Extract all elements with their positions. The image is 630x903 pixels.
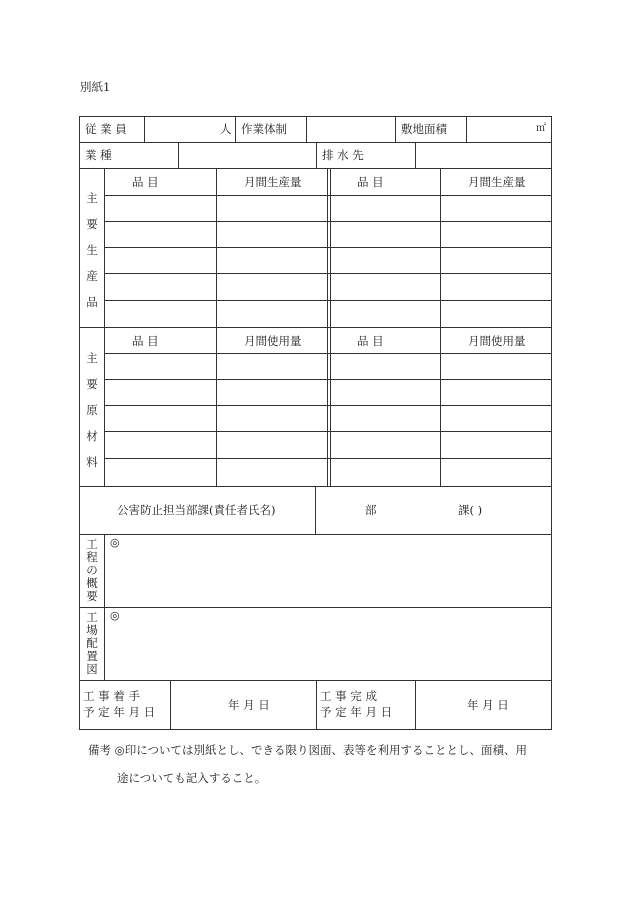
- products-col-monthly: 月間生産量: [244, 175, 302, 189]
- employees-unit: 人: [220, 122, 232, 136]
- process-side-label: 工 程 の 概 要: [86, 537, 98, 603]
- start-date: 年 月 日: [228, 698, 270, 712]
- end-label-1: 工 事 完 成: [320, 689, 377, 703]
- materials-col-item: 品 目: [132, 334, 159, 348]
- end-date: 年 月 日: [467, 698, 509, 712]
- employees-label: 従 業 員: [85, 122, 127, 136]
- drain-label: 排 水 先: [322, 148, 364, 162]
- products-side-label: 主 要 生 産 品: [86, 191, 98, 309]
- table-border-left: [79, 116, 80, 730]
- pollution-dept-label: 公害防止担当部課(責任者氏名): [117, 503, 276, 517]
- pollution-dept-ka: 課( ): [458, 503, 483, 517]
- pollution-dept-bu: 部: [365, 503, 377, 517]
- site-area-unit: ㎡: [536, 123, 546, 134]
- materials-col-monthly-2: 月間使用量: [468, 334, 526, 348]
- site-area-label: 敷地面積: [401, 122, 447, 136]
- remarks-line-1: 備考 ◎印については別紙とし、できる限り図面、表等を利用することとし、面積、用: [88, 743, 527, 757]
- materials-side-label: 主 要 原 材 料: [86, 351, 98, 469]
- start-label-2: 予 定 年 月 日: [83, 705, 156, 719]
- layout-mark: ◎: [110, 609, 120, 622]
- doc-label: 別紙1: [80, 80, 111, 94]
- products-col-monthly-2: 月間生産量: [468, 175, 526, 189]
- table-border-bottom: [79, 729, 552, 730]
- start-label-1: 工 事 着 手: [83, 689, 140, 703]
- materials-col-monthly: 月間使用量: [244, 334, 302, 348]
- table-border-right: [551, 116, 552, 730]
- process-mark: ◎: [110, 536, 120, 549]
- remarks-line-2: 途についても記入すること。: [117, 771, 267, 785]
- table-border-top: [79, 116, 552, 117]
- products-col-item: 品 目: [132, 175, 159, 189]
- work-system-label: 作業体制: [241, 122, 287, 136]
- industry-label: 業 種: [85, 148, 112, 162]
- end-label-2: 予 定 年 月 日: [320, 705, 393, 719]
- layout-side-label: 工 場 配 置 図: [86, 610, 98, 676]
- products-col-item-2: 品 目: [357, 175, 384, 189]
- materials-col-item-2: 品 目: [357, 334, 384, 348]
